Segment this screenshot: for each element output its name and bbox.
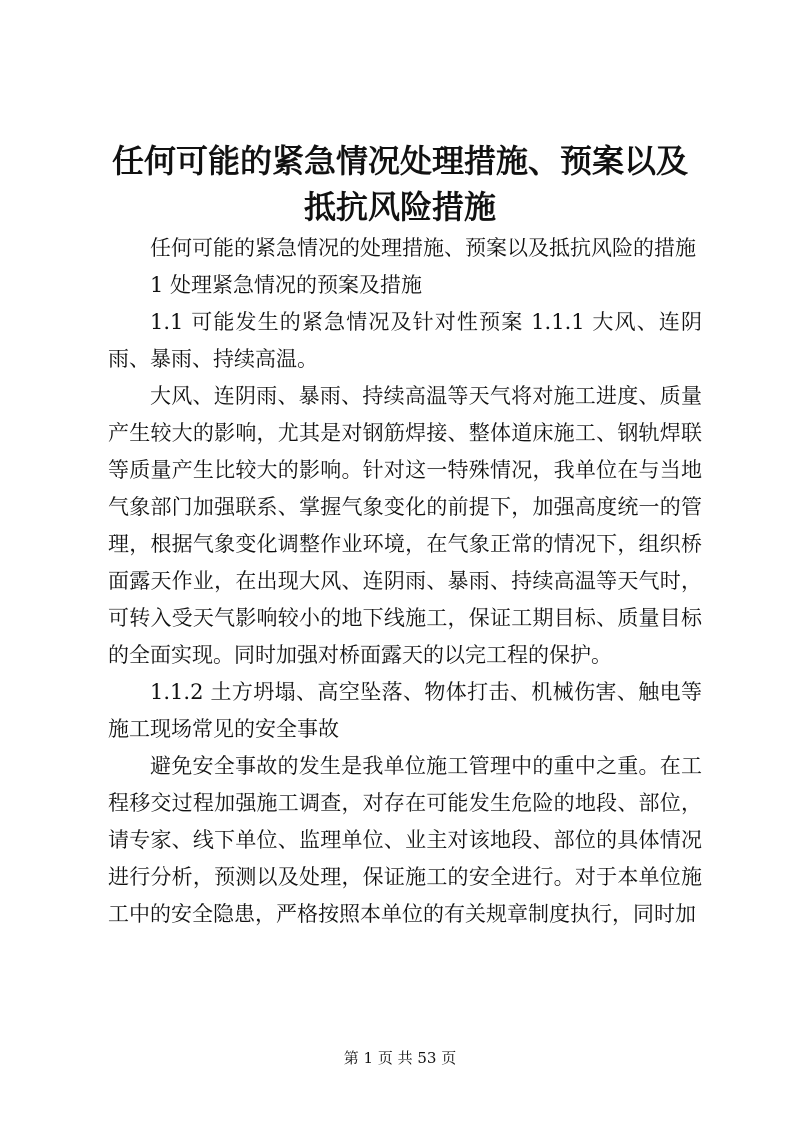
- page-footer: 第 1 页 共 53 页: [343, 1049, 457, 1067]
- document-title: 任何可能的紧急情况处理措施、预案以及抵抗风险措施: [111, 142, 688, 226]
- section-heading-1-1-2: 1.1.2 土方坍塌、高空坠落、物体打击、机械伤害、触电等施工现场常见的安全事故: [108, 680, 702, 741]
- paragraph-intro: 任何可能的紧急情况的处理措施、预案以及抵抗风险的措施: [150, 236, 696, 260]
- section-heading-1-1: 1.1 可能发生的紧急情况及针对性预案 1.1.1 大风、连阴雨、暴雨、持续高温。: [108, 310, 702, 371]
- document-body: [108, 230, 702, 933]
- paragraph-safety: 避免安全事故的发生是我单位施工管理中的重中之重。在工程移交过程加强施工调查，对存在可能发生危险的地段、部位，请专家、线下单位、监理单位、业主对该地段、部位的具体情况进行分析，预测以及处理，保证施工的安全进行。对于本单位施工中的安全隐患，严格按照本单位的有关规章制度执行，同时加: [108, 754, 702, 926]
- paragraph-weather: 大风、连阴雨、暴雨、持续高温等天气将对施工进度、质量产生较大的影响，尤其是对钢筋焊接、整体道床施工、钢轨焊联等质量产生比较大的影响。针对这一特殊情况，我单位在与当地气象部门加强联系、掌握气象变化的前提下，加强高度统一的管理，根据气象变化调整作业环境，在气象正常的情况下，组织桥面露天作业，在出现大风、连阴雨、暴雨、持续高温等天气时，可转入受天气影响较小的地下线施工，保证工期目标、质量目标的全面实现。同时加强对桥面露天的以完工程的保护。: [108, 384, 702, 667]
- section-heading-1: 1 处理紧急情况的预案及措施: [150, 273, 423, 297]
